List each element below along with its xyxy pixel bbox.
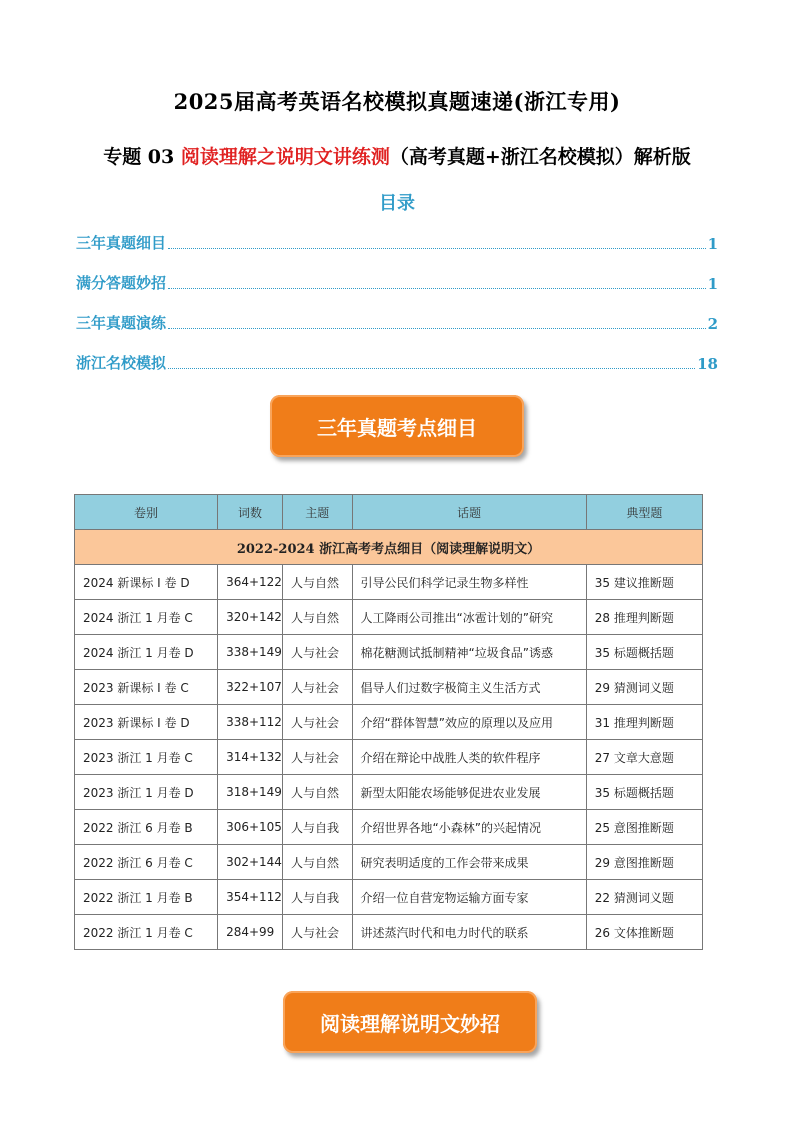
cell-theme: 人与社会 [282,915,352,950]
column-header: 卷别 [75,495,218,530]
document-title: 2025届高考英语名校模拟真题速递(浙江专用) [173,89,621,114]
table-row [75,670,703,705]
document-subtitle [0,142,794,169]
cell-topic: 人工降雨公司推出“冰雹计划的”研究 [352,600,586,635]
exam-details-table [74,494,703,950]
table-header-row [75,495,703,530]
column-header: 典型题 [586,495,702,530]
cell-theme: 人与自我 [282,810,352,845]
cell-topic: 倡导人们过数字极简主义生活方式 [352,670,586,705]
cell-topic: 介绍“群体智慧”效应的原理以及应用 [352,705,586,740]
cell-paper: 2024 浙江 1 月卷 C [75,600,218,635]
cell-theme: 人与社会 [282,635,352,670]
cell-word-count: 364+122 [218,565,283,600]
toc-item-page: 2 [707,315,718,333]
table-row [75,845,703,880]
toc-item-label: 三年真题细目 [76,234,167,252]
cell-paper: 2022 浙江 6 月卷 C [75,845,218,880]
cell-paper: 2023 新课标 I 卷 C [75,670,218,705]
table-row [75,635,703,670]
column-header: 主题 [282,495,352,530]
table-row [75,915,703,950]
cell-word-count: 354+112 [218,880,283,915]
cell-paper: 2022 浙江 6 月卷 B [75,810,218,845]
cell-word-count: 338+149 [218,635,283,670]
cell-topic: 介绍一位自营宠物运输方面专家 [352,880,586,915]
toc-item-label: 浙江名校模拟 [76,354,167,372]
subtitle-suffix: （高考真题+浙江名校模拟）解析版 [389,146,691,168]
table-row [75,775,703,810]
toc-item-label: 三年真题演练 [76,314,167,332]
subtitle-highlight: 阅读理解之说明文讲练测 [180,146,390,168]
table-row [75,705,703,740]
cell-theme: 人与自然 [282,600,352,635]
cell-question-type: 35 标题概括题 [586,775,702,810]
toc-leader-dots [168,368,695,369]
cell-theme: 人与自然 [282,775,352,810]
cell-word-count: 302+144 [218,845,283,880]
cell-word-count: 306+105 [218,810,283,845]
toc-heading: 目录 [379,193,415,214]
cell-theme: 人与社会 [282,670,352,705]
cell-question-type: 31 推理判断题 [586,705,702,740]
cell-paper: 2022 浙江 1 月卷 B [75,880,218,915]
cell-theme: 人与自然 [282,565,352,600]
cell-topic: 介绍世界各地“小森林”的兴起情况 [352,810,586,845]
toc-leader-dots [168,288,706,289]
toc-item-page: 1 [707,235,718,253]
cell-theme: 人与社会 [282,705,352,740]
cell-word-count: 322+107 [218,670,283,705]
toc-leader-dots [168,248,706,249]
cell-paper: 2022 浙江 1 月卷 C [75,915,218,950]
toc-item[interactable] [76,231,718,253]
table-row [75,880,703,915]
toc-item[interactable] [76,271,718,293]
table-row [75,565,703,600]
column-header: 话题 [352,495,586,530]
section-banner-exam-details: 三年真题考点细目 [270,395,524,457]
cell-topic: 研究表明适度的工作会带来成果 [352,845,586,880]
cell-question-type: 25 意图推断题 [586,810,702,845]
cell-question-type: 22 猜测词义题 [586,880,702,915]
cell-question-type: 35 建议推断题 [586,565,702,600]
cell-word-count: 284+99 [218,915,283,950]
cell-question-type: 26 文体推断题 [586,915,702,950]
toc-item[interactable] [76,311,718,333]
toc-item-label: 满分答题妙招 [76,274,167,292]
cell-theme: 人与自我 [282,880,352,915]
cell-word-count: 320+142 [218,600,283,635]
cell-topic: 引导公民们科学记录生物多样性 [352,565,586,600]
cell-word-count: 318+149 [218,775,283,810]
cell-theme: 人与自然 [282,845,352,880]
table-row [75,810,703,845]
cell-question-type: 28 推理判断题 [586,600,702,635]
toc-item[interactable] [76,351,718,373]
toc-item-page: 18 [697,355,718,373]
table-row [75,600,703,635]
cell-topic: 新型太阳能农场能够促进农业发展 [352,775,586,810]
cell-paper: 2023 浙江 1 月卷 C [75,740,218,775]
cell-paper: 2024 浙江 1 月卷 D [75,635,218,670]
cell-question-type: 29 猜测词义题 [586,670,702,705]
cell-word-count: 338+112 [218,705,283,740]
cell-paper: 2023 浙江 1 月卷 D [75,775,218,810]
toc-leader-dots [168,328,706,329]
toc-item-page: 1 [707,275,718,293]
cell-topic: 棉花糖测试抵制精神“垃圾食品”诱惑 [352,635,586,670]
column-header: 词数 [218,495,283,530]
subtitle-prefix: 专题 03 [103,146,181,168]
table-row [75,740,703,775]
section-banner-reading-tips: 阅读理解说明文妙招 [283,991,537,1053]
cell-question-type: 35 标题概括题 [586,635,702,670]
cell-question-type: 29 意图推断题 [586,845,702,880]
cell-paper: 2024 新课标 I 卷 D [75,565,218,600]
cell-topic: 讲述蒸汽时代和电力时代的联系 [352,915,586,950]
cell-paper: 2023 新课标 I 卷 D [75,705,218,740]
cell-topic: 介绍在辩论中战胜人类的软件程序 [352,740,586,775]
cell-question-type: 27 文章大意题 [586,740,702,775]
cell-theme: 人与社会 [282,740,352,775]
cell-word-count: 314+132 [218,740,283,775]
table-caption: 2022-2024 浙江高考考点细目（阅读理解说明文） [75,530,703,565]
